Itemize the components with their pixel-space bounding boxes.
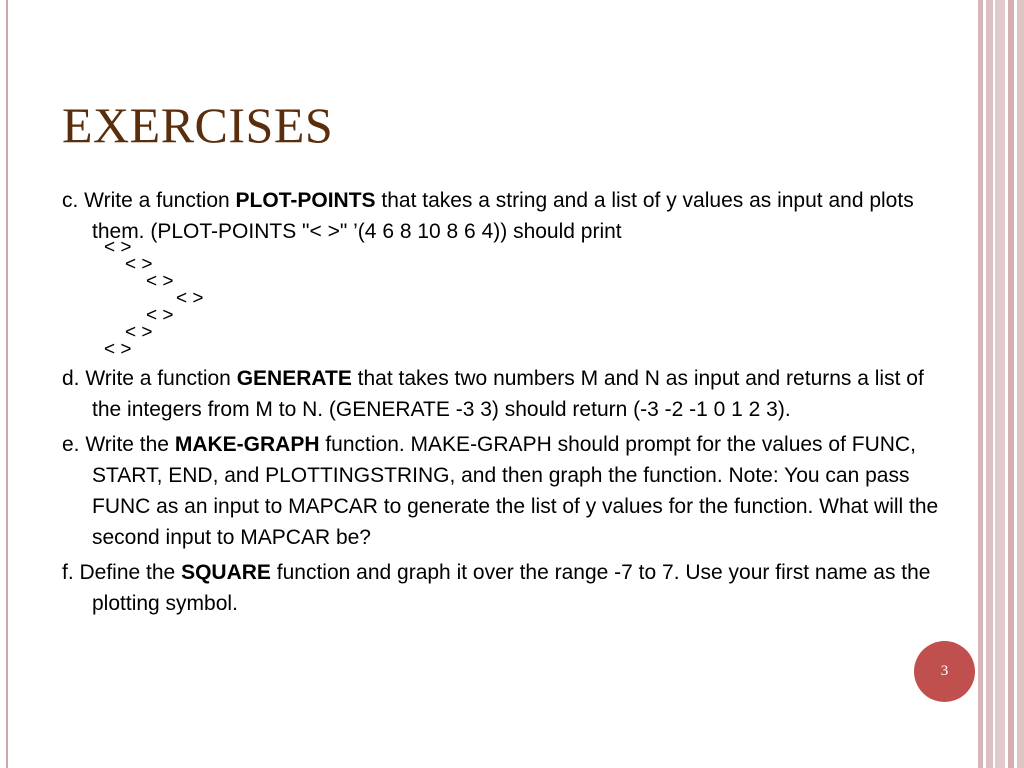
plot-output-line: < >: [146, 271, 174, 292]
exercise-e: [62, 429, 942, 553]
right-decor-stripe: [1008, 0, 1014, 768]
exercise-list: [62, 185, 942, 619]
exercise-e-prefix: e. Write the: [62, 433, 175, 456]
exercise-d-prefix: d. Write a function: [62, 367, 237, 390]
right-decor-stripe: [1017, 0, 1024, 768]
exercise-f: [62, 557, 942, 619]
exercise-c-keyword: PLOT-POINTS: [235, 189, 376, 212]
plot-output: [92, 239, 942, 358]
plot-output-line: < >: [104, 339, 132, 360]
plot-output-line: < >: [146, 305, 174, 326]
left-border-line: [6, 0, 8, 768]
exercise-d-keyword: GENERATE: [236, 367, 352, 390]
exercise-e-keyword: MAKE-GRAPH: [174, 433, 320, 456]
plot-output-line: < >: [125, 322, 153, 343]
exercise-d-text: that takes two numbers M and N as input and returns a list of the integers from M to N. (GENERATE -3 3) should return (-3 -2 -1 0 1 2 3).: [92, 367, 924, 421]
right-decor-stripe: [978, 0, 983, 768]
exercise-f-text: function and graph it over the range -7 to 7. Use your first name as the plotting symbol.: [92, 561, 931, 615]
plot-output-line: < >: [104, 237, 132, 258]
right-decor-stripe: [995, 0, 1005, 768]
exercise-f-prefix: f. Define the: [62, 561, 182, 584]
exercise-c-text: that takes a string and a list of y values as input and plots them. (PLOT-POINTS "< >" ’(4 6 8 10 8 6 4)) should print: [92, 189, 914, 243]
page-number-badge: 3: [914, 641, 975, 702]
exercise-e-text: function. MAKE-GRAPH should prompt for the values of FUNC, START, END, and PLOTTINGSTRING, and then graph the function. Note: You can pass FUNC as an input to MAPCAR to generate the list of y values for the function. What will the second input to MAPCAR be?: [92, 433, 939, 549]
plot-output-line: < >: [176, 288, 204, 309]
right-decor-stripe: [986, 0, 993, 768]
exercise-f-keyword: SQUARE: [181, 561, 271, 584]
exercise-d: [62, 363, 942, 425]
exercise-c-prefix: c. Write a function: [62, 189, 236, 212]
plot-output-line: < >: [125, 254, 153, 275]
slide-title: EXERCISES: [62, 97, 334, 153]
exercise-c: [62, 185, 942, 358]
